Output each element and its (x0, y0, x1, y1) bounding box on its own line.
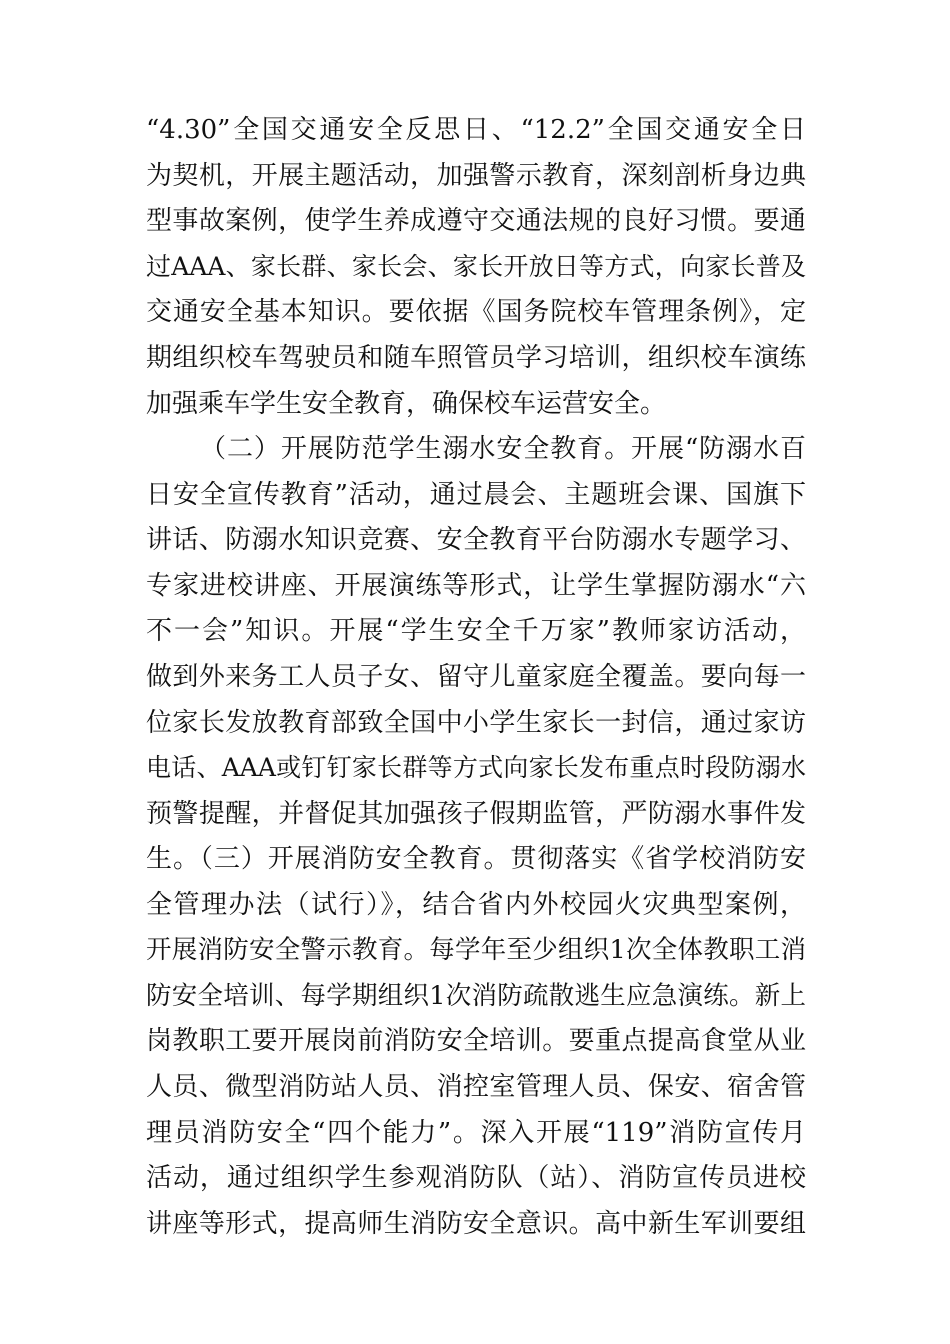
text-line-18: 全管理办法（试行）》，结合省内外校园火灾典型案例， (146, 890, 806, 920)
text-line-24: 活动，通过组织学生参观消防队（站）、消防宣传员进校 (146, 1163, 806, 1193)
text-line-16: 预警提醒，并督促其加强孩子假期监管，严防溺水事件发 (146, 799, 806, 829)
text-line-1: “4.30”全国交通安全反思日、“12.2”全国交通安全日 (146, 115, 806, 145)
text-line-15: 电话、AAA或钉钉家长群等方式向家长发布重点时段防溺水 (146, 753, 806, 782)
text-line-23: 理员消防安全“四个能力”。深入开展“119”消防宣传月 (146, 1118, 806, 1148)
text-line-2: 为契机，开展主题活动，加强警示教育，深刻剖析身边典 (146, 161, 806, 191)
text-line-5: 交通安全基本知识。要依据《国务院校车管理条例》，定 (146, 297, 806, 327)
text-line-8: （二）开展防范学生溺水安全教育。开展“防溺水百 (200, 434, 806, 464)
text-line-12: 不一会”知识。开展“学生安全千万家”教师家访活动， (146, 616, 806, 646)
text-line-20: 防安全培训、每学期组织1次消防疏散逃生应急演练。新上 (146, 981, 806, 1011)
text-line-25: 讲座等形式，提高师生消防安全意识。高中新生军训要组 (146, 1209, 806, 1239)
text-line-13: 做到外来务工人员子女、留守儿童家庭全覆盖。要向每一 (146, 662, 806, 692)
text-line-4: 过AAA、家长群、家长会、家长开放日等方式，向家长普及 (146, 252, 806, 281)
text-line-22: 人员、微型消防站人员、消控室管理人员、保安、宿舍管 (146, 1072, 806, 1102)
text-line-3: 型事故案例，使学生养成遵守交通法规的良好习惯。要通 (146, 206, 806, 236)
text-line-7: 加强乘车学生安全教育，确保校车运营安全。 (146, 389, 667, 419)
text-line-11: 专家进校讲座、开展演练等形式，让学生掌握防溺水“六 (146, 571, 806, 601)
text-line-9: 日安全宣传教育”活动，通过晨会、主题班会课、国旗下 (146, 480, 806, 510)
text-line-6: 期组织校车驾驶员和随车照管员学习培训，组织校车演练 (146, 343, 806, 373)
text-line-10: 讲话、防溺水知识竞赛、安全教育平台防溺水专题学习、 (146, 525, 806, 555)
text-line-17: 生。（三）开展消防安全教育。贯彻落实《省学校消防安 (146, 844, 806, 874)
text-line-14: 位家长发放教育部致全国中小学生家长一封信，通过家访 (146, 708, 806, 738)
text-line-21: 岗教职工要开展岗前消防安全培训。要重点提高食堂从业 (146, 1026, 806, 1056)
text-line-19: 开展消防安全警示教育。每学年至少组织1次全体教职工消 (146, 935, 806, 965)
